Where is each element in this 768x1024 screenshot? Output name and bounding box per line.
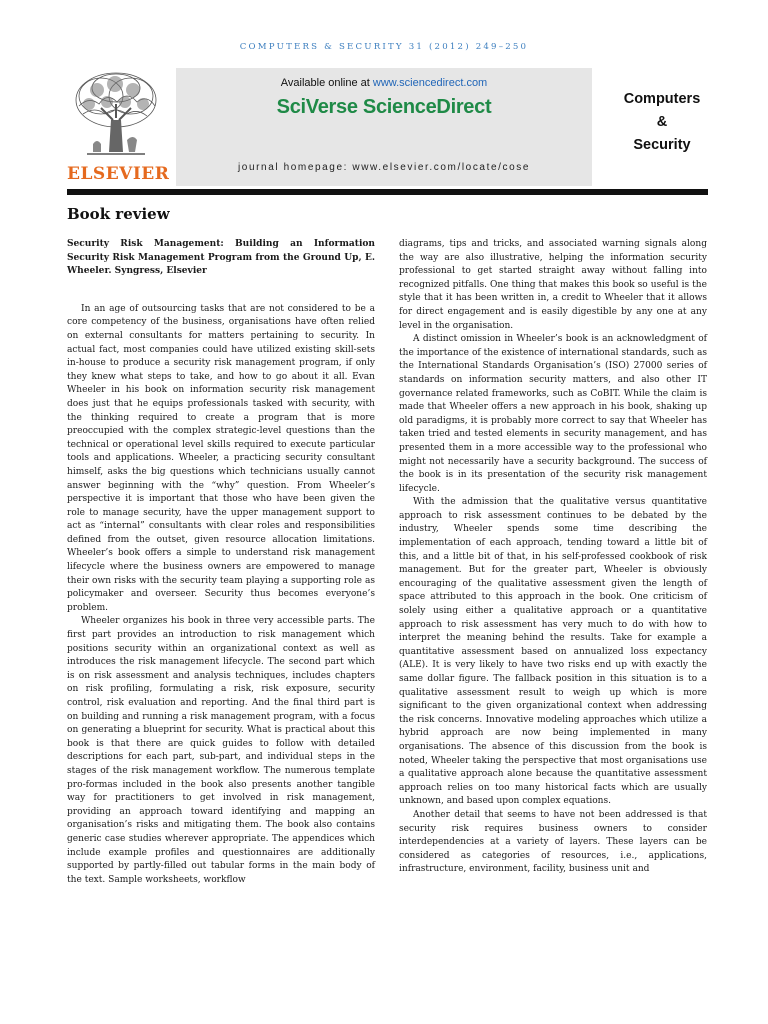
sciencedirect-link[interactable]: www.sciencedirect.com [372,77,488,89]
sciverse-title: SciVerse ScienceDirect [276,96,492,118]
paragraph: A distinct omission in Wheeler’s book is an acknowledgment of the importance of the existence of international standards, such as the International Standards Organisation’s (ISO) 27000 series of standards on information security matters, and also other IT governance related frameworks, such as CoBIT. While the claim is made that Wheeler offers a new approach in his book, shaking up old paradigms, it is probably more correct to say that Wheeler has taken tried and tested elements in security management, and has presented them in a more accessible way to the professional who might not necessarily have a security background. The success of the book is in its presentation of the security risk management lifecycle. [399,334,707,494]
tree-icon [67,68,165,160]
available-online [176,77,592,89]
right-column [399,238,707,877]
section-title: Book review [67,205,170,223]
journal-name-line1: Computers [623,91,701,107]
paragraph: diagrams, tips and tricks, and associated warning signals along the way are also illustrative, helping the information security professional to get started straight away without falling into recognized pitfalls. One thing that makes this book so useful is the style that it has been written in, a credit to Wheeler that it allows for direct engagement and is easily digestible by any one at any level in the organisation. [399,239,707,331]
elsevier-wordmark: ELSEVIER [67,164,170,184]
paragraph: Another detail that seems to have not been addressed is that security risk requires business owners to consider interdependencies at a variety of layers. These layers can be considered as categories of resources, i.e., applications, infrastructure, environment, facility, business unit and [399,809,707,875]
journal-name-line3: Security [633,137,691,153]
book-reference: Security Risk Management: Building an Information Security Risk Management Program from the Ground Up, E. Wheeler. Syngress, Elsevier [67,239,375,277]
elsevier-logo [67,68,170,186]
paragraph: In an age of outsourcing tasks that are not considered to be a core competency of the business, organisations have often relied on external consultants for matters pertaining to security. In actual fact, most companies could have utilized existing skill-sets in-house to produce a security risk management program, if only they knew what steps to take, and how to go about it all. Evan Wheeler in his book on information security risk management does just that he equips professionals tasked with security, with the thinking required to create a program that is more preoccupied with the complex strategic-level questions than the technical or operational level skills required to execute particular tools and applications. Wheeler, a practicing security consultant himself, asks the big questions which technicians usually cannot answer beginning with the “why” question. From Wheeler’s perspective it is important that those who have been given the role to manage security, have the upper management support to act as “internal” consultants with clear roles and responsibilities defined from the outset, given resource allocation limitations. Wheeler’s book offers a simple to understand risk management lifecycle where the business owners are empowered to manage their own risks with the security team playing a supporting role as policymaker and overseer. Security thus becomes everyone’s problem. [67,303,375,613]
sciencedirect-box [176,68,592,186]
paragraph: Wheeler organizes his book in three very accessible parts. The first part provides an introduction to risk management which positions security within an organizational context as well as introduces the risk management lifecycle. The second part which is on risk assessment and analysis techniques, includes chapters on risk profiling, formulating a risk, risk exposure, security control, risk evaluation and reporting. And the final third part is on building and running a risk management program, with a focus on generating a blueprint for security. What is practical about this book is that there are quick guides to follow with detailed descriptions for each part, sub-part, and individual steps in the stages of the risk management workflow. The numerous template pro-formas included in the book also presents another tangible way for practitioners to get involved in risk management, providing an approach toward identifying and mapping an organisation’s risks and mitigating them. The book also contains generic case studies wherever appropriate. The appendices which include example profiles and questionnaires are additionally supported by partly-filled out tabular forms in the main body of the text. Sample worksheets, workflow [67,616,375,885]
journal-name-line2: & [656,114,668,130]
paragraph: With the admission that the qualitative versus quantitative approach to risk assessment continues to be debated by the industry, Wheeler spends some time describing the implementation of each approach, tending toward a little bit of this, and a little bit of that, in his self-professed cookbook of risk management. But for the greater part, Wheeler is obviously encouraging of the qualitative assessment given the length of space attributed to this approach in the book. One criticism of solely using either a qualitative approach or a quantitative approach to risk assessment has very much to do with how to interpret the meaning behind the results. Take for example a quantitative assessment based on annualized loss expectancy (ALE). It is very likely to have two risks end up with exactly the same dollar figure. The fallback position in this situation is to a qualitative assessment result to weigh up which is more significant to the given organizational context when addressing the risk concerns. Innovative modeling approaches which utilize a hybrid approach are now being implemented in many organisations. The absence of this discussion from the book is noted, Wheeler taking the perspective that most organisations use a qualitative approach alone because the quantitative assessment approach relies on too many historical facts which are usually unknown, and based upon complex equations. [399,497,707,807]
available-online-text: Available online at [280,77,373,89]
journal-banner [67,68,708,188]
journal-name [599,88,725,157]
header-rule [67,189,708,195]
running-head: COMPUTERS & SECURITY 31 (2012) 249–250 [239,42,529,52]
left-column [67,238,375,887]
journal-homepage: journal homepage: www.elsevier.com/locate/cose [237,162,531,173]
